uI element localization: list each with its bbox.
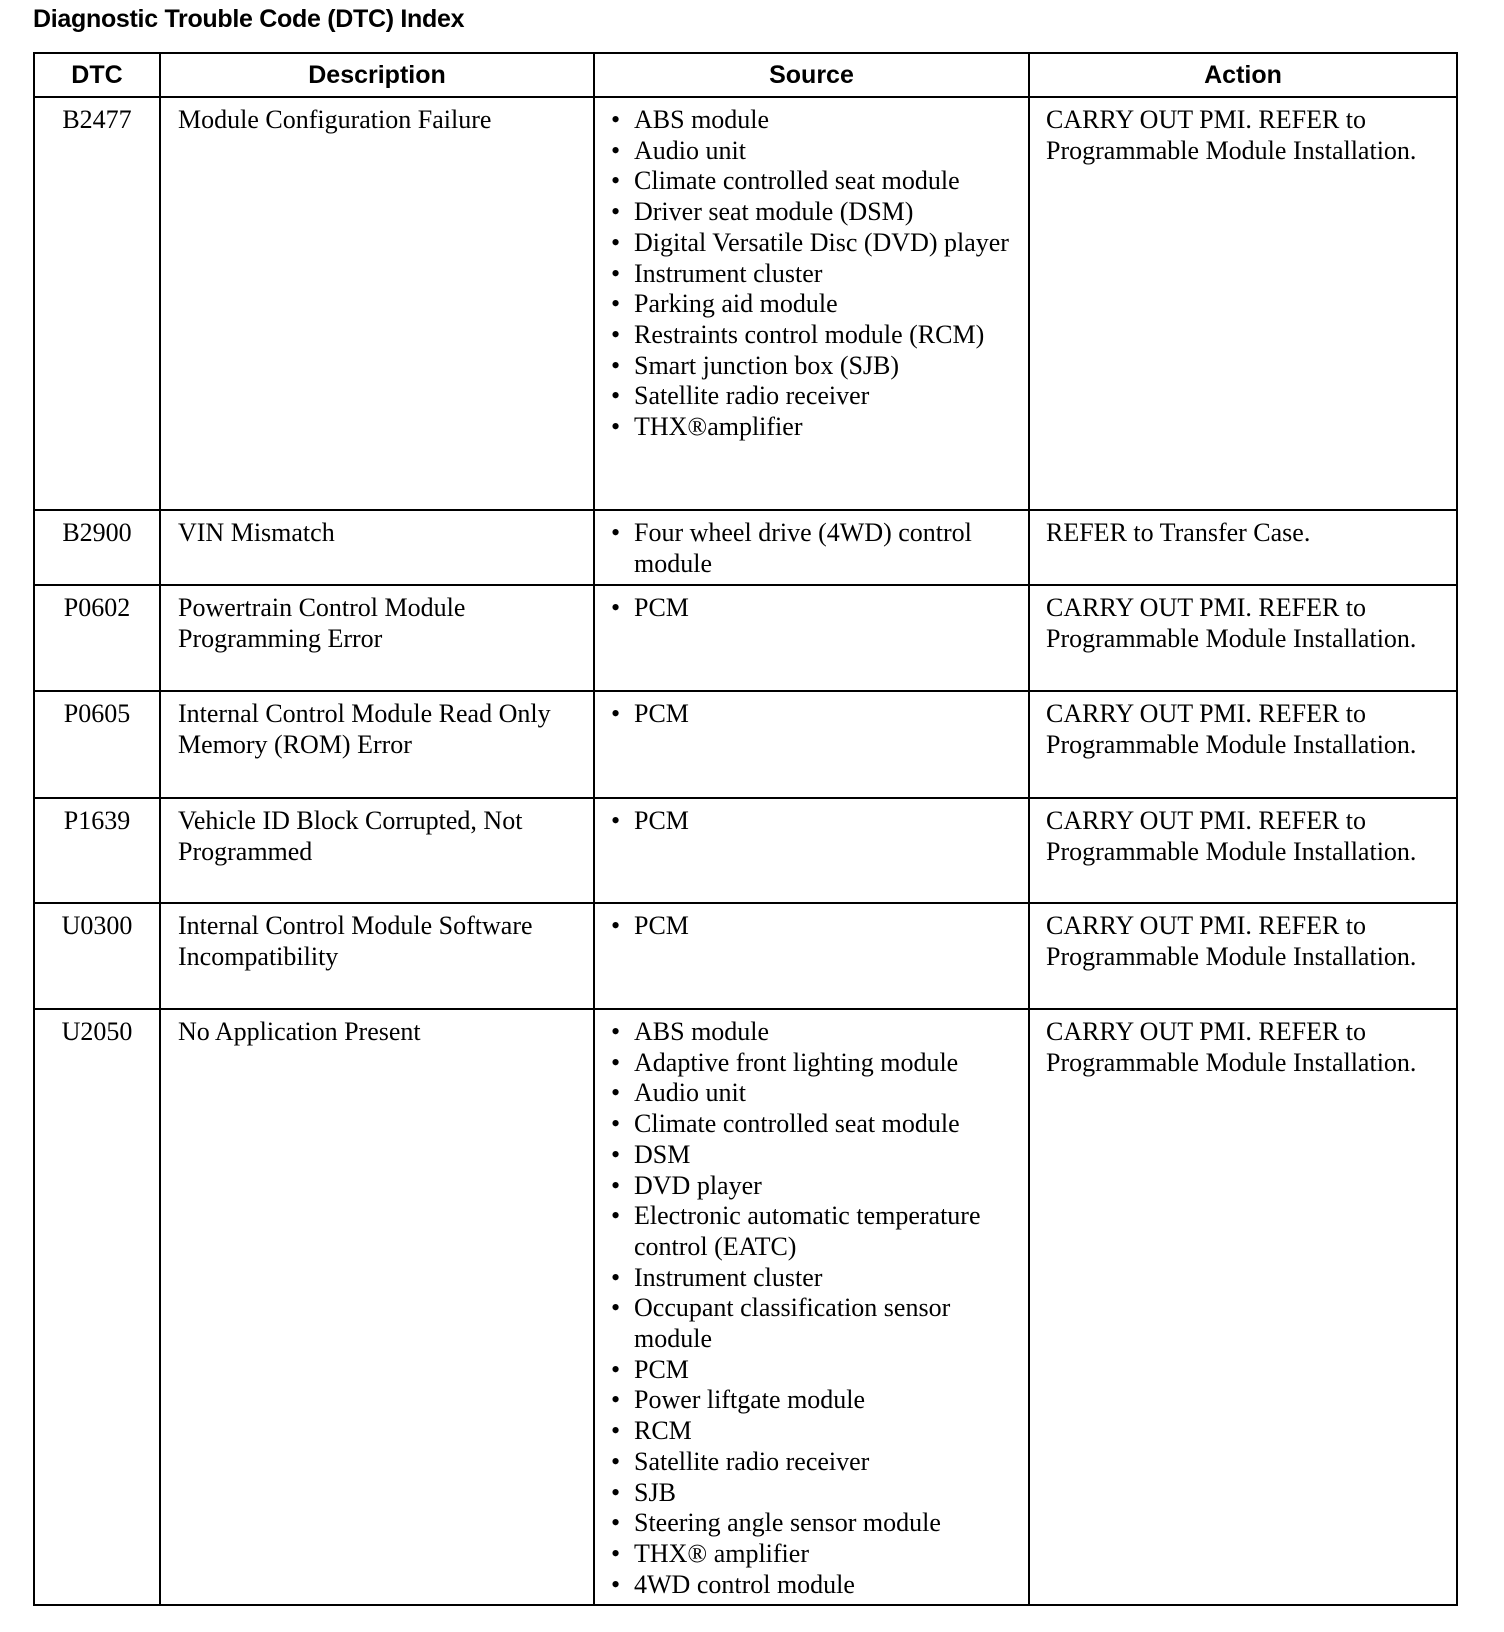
source-item: • THX® amplifier: [611, 1539, 1020, 1570]
dtc-action: CARRY OUT PMI. REFER to Programmable Module Installation.: [1029, 903, 1457, 1009]
table-row: [34, 903, 1457, 1009]
source-bullet-list: [595, 806, 1028, 837]
source-bullet-list: [595, 105, 1028, 443]
source-item: • PCM: [611, 911, 1020, 942]
table-row: [34, 691, 1457, 798]
dtc-source-list: [594, 510, 1029, 585]
dtc-action: CARRY OUT PMI. REFER to Programmable Module Installation.: [1029, 691, 1457, 798]
source-item: • PCM: [611, 1355, 1020, 1386]
dtc-action: CARRY OUT PMI. REFER to Programmable Module Installation.: [1029, 798, 1457, 903]
source-item: • PCM: [611, 806, 1020, 837]
source-bullet-list: [595, 1017, 1028, 1600]
dtc-action: REFER to Transfer Case.: [1029, 510, 1457, 585]
source-item: • Climate controlled seat module: [611, 1109, 1020, 1140]
dtc-action: CARRY OUT PMI. REFER to Programmable Module Installation.: [1029, 1009, 1457, 1605]
source-item: • ABS module: [611, 1017, 1020, 1048]
source-item: • 4WD control module: [611, 1570, 1020, 1601]
source-item: • Satellite radio receiver: [611, 1447, 1020, 1478]
dtc-code: U0300: [34, 903, 160, 1009]
source-item: • Parking aid module: [611, 289, 1020, 320]
dtc-code: P0602: [34, 585, 160, 691]
dtc-source-list: [594, 97, 1029, 510]
source-item: • Digital Versatile Disc (DVD) player: [611, 228, 1020, 259]
source-item: • DVD player: [611, 1171, 1020, 1202]
source-item: • Instrument cluster: [611, 1263, 1020, 1294]
dtc-description: Powertrain Control Module Programming Error: [160, 585, 594, 691]
table-row: [34, 1009, 1457, 1605]
dtc-description: Internal Control Module Software Incompatibility: [160, 903, 594, 1009]
source-item: • Power liftgate module: [611, 1385, 1020, 1416]
dtc-action: CARRY OUT PMI. REFER to Programmable Module Installation.: [1029, 585, 1457, 691]
header-source: Source: [594, 53, 1029, 97]
source-bullet-list: [595, 911, 1028, 942]
dtc-source-list: [594, 1009, 1029, 1605]
table-row: [34, 97, 1457, 510]
source-item: • Restraints control module (RCM): [611, 320, 1020, 351]
source-item: • Occupant classification sensor module: [611, 1293, 1020, 1354]
dtc-description: Module Configuration Failure: [160, 97, 594, 510]
dtc-code: B2900: [34, 510, 160, 585]
header-dtc: DTC: [34, 53, 160, 97]
dtc-code: B2477: [34, 97, 160, 510]
dtc-code: U2050: [34, 1009, 160, 1605]
source-item: • Audio unit: [611, 136, 1020, 167]
dtc-action: CARRY OUT PMI. REFER to Programmable Module Installation.: [1029, 97, 1457, 510]
source-item: • Climate controlled seat module: [611, 166, 1020, 197]
source-item: • SJB: [611, 1478, 1020, 1509]
dtc-description: No Application Present: [160, 1009, 594, 1605]
source-item: • Steering angle sensor module: [611, 1508, 1020, 1539]
dtc-source-list: [594, 903, 1029, 1009]
dtc-description: Vehicle ID Block Corrupted, Not Programmed: [160, 798, 594, 903]
page-title: Diagnostic Trouble Code (DTC) Index: [33, 5, 465, 33]
source-item: • PCM: [611, 593, 1020, 624]
dtc-code: P0605: [34, 691, 160, 798]
source-bullet-list: [595, 518, 1028, 579]
source-item: • THX®amplifier: [611, 412, 1020, 443]
table-header-row: [34, 53, 1457, 97]
dtc-source-list: [594, 798, 1029, 903]
dtc-description: Internal Control Module Read Only Memory (ROM) Error: [160, 691, 594, 798]
source-item: • RCM: [611, 1416, 1020, 1447]
dtc-source-list: [594, 691, 1029, 798]
table-row: [34, 798, 1457, 903]
source-item: • Electronic automatic temperature control (EATC): [611, 1201, 1020, 1262]
source-item: • Smart junction box (SJB): [611, 351, 1020, 382]
dtc-index-table: [33, 52, 1458, 1606]
table-row: [34, 510, 1457, 585]
table-row: [34, 585, 1457, 691]
header-description: Description: [160, 53, 594, 97]
source-item: • Four wheel drive (4WD) control module: [611, 518, 1020, 579]
source-item: • PCM: [611, 699, 1020, 730]
source-item: • DSM: [611, 1140, 1020, 1171]
dtc-code: P1639: [34, 798, 160, 903]
source-item: • Driver seat module (DSM): [611, 197, 1020, 228]
source-item: • Adaptive front lighting module: [611, 1048, 1020, 1079]
dtc-source-list: [594, 585, 1029, 691]
source-item: • ABS module: [611, 105, 1020, 136]
source-item: • Satellite radio receiver: [611, 381, 1020, 412]
source-item: • Audio unit: [611, 1078, 1020, 1109]
source-bullet-list: [595, 593, 1028, 624]
dtc-description: VIN Mismatch: [160, 510, 594, 585]
header-action: Action: [1029, 53, 1457, 97]
source-bullet-list: [595, 699, 1028, 730]
source-item: • Instrument cluster: [611, 259, 1020, 290]
